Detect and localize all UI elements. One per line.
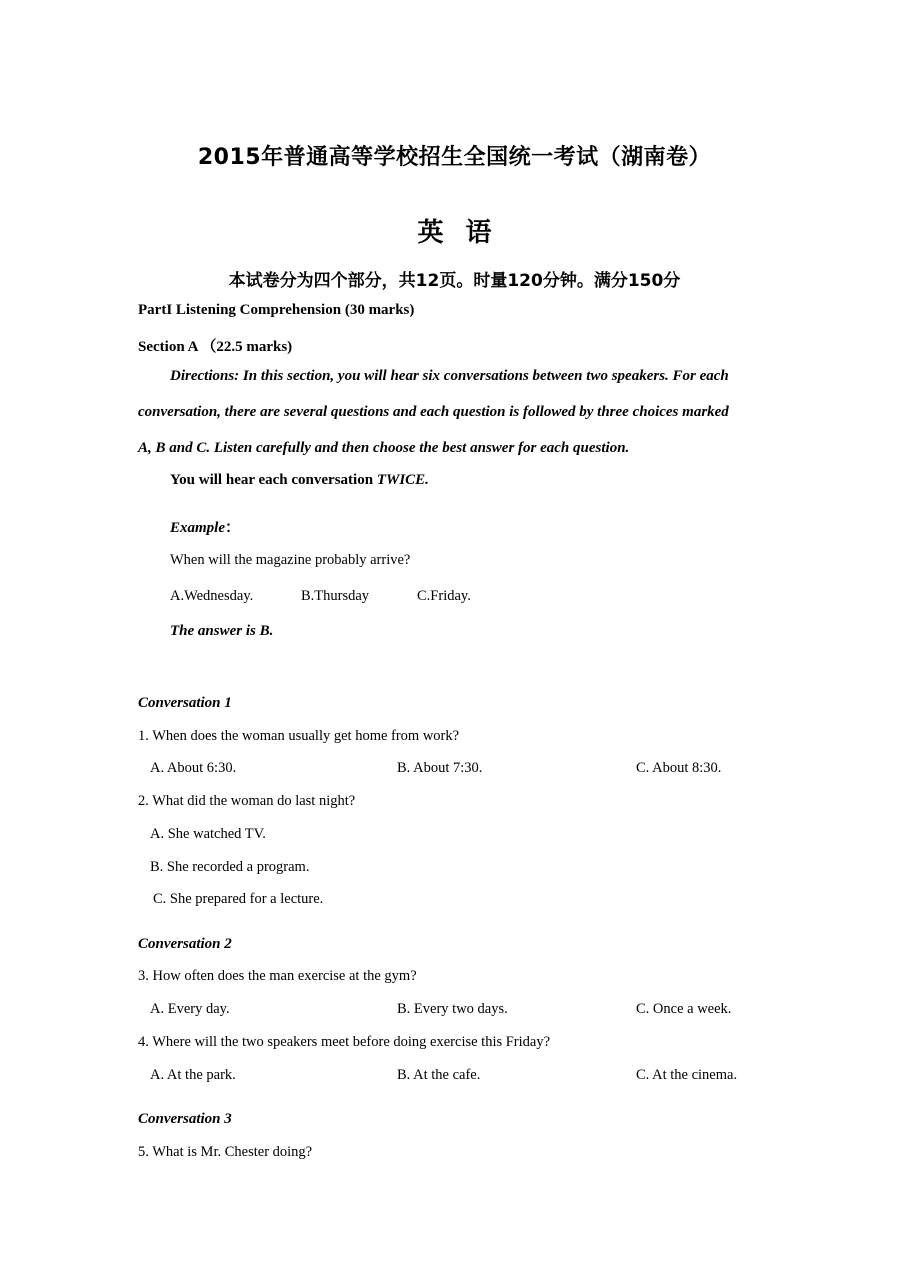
- question-text: 4. Where will the two speakers meet before doing exercise this Friday?: [138, 1034, 551, 1050]
- choice-b: B. Every two days.: [397, 1001, 508, 1017]
- section-heading: Section A （22.5 marks): [138, 339, 293, 355]
- directions-line-3: A, B and C. Listen carefully and then choose the best answer for each question.: [138, 440, 630, 456]
- choice-a: A. She watched TV.: [150, 826, 266, 842]
- example-choice-b: B.Thursday: [301, 588, 370, 604]
- question-text: 2. What did the woman do last night?: [138, 793, 356, 809]
- twice-word: TWICE.: [376, 472, 429, 488]
- example-label-text: Example: [170, 520, 225, 536]
- exam-info: 本试卷分为四个部分，共12页。时量120分钟。满分150分: [228, 271, 681, 291]
- example-colon: ：: [225, 520, 241, 536]
- conversation-title: Conversation 1: [138, 695, 232, 711]
- choice-c: C. About 8:30.: [636, 760, 722, 776]
- example-question: When will the magazine probably arrive?: [170, 552, 411, 568]
- directions-line-2: conversation, there are several questions and each question is followed by three choices marked: [138, 404, 729, 420]
- conversation-title: Conversation 2: [138, 936, 232, 952]
- choice-c: C. Once a week.: [636, 1001, 732, 1017]
- twice-note: [170, 472, 429, 489]
- example-choice-c: C.Friday.: [417, 588, 471, 604]
- exam-title: 2015年普通高等学校招生全国统一考试（湖南卷）: [197, 145, 712, 170]
- subject-heading: 英语: [417, 218, 514, 248]
- choice-a: A. Every day.: [150, 1001, 230, 1017]
- choice-a: A. About 6:30.: [150, 760, 237, 776]
- example-choice-a: A.Wednesday.: [170, 588, 254, 604]
- directions-line-1: Directions: In this section, you will hear six conversations between two speakers. For each: [170, 368, 729, 384]
- question-text: 3. How often does the man exercise at the gym?: [138, 968, 417, 984]
- choice-b: B. At the cafe.: [397, 1067, 481, 1083]
- example-answer: The answer is B.: [170, 623, 274, 639]
- twice-prefix: You will hear each conversation: [170, 472, 377, 488]
- choice-c: C. She prepared for a lecture.: [153, 891, 324, 907]
- question-text: 5. What is Mr. Chester doing?: [138, 1144, 313, 1160]
- part-heading: PartI Listening Comprehension (30 marks): [138, 302, 415, 318]
- choice-a: A. At the park.: [150, 1067, 236, 1083]
- choice-b: B. About 7:30.: [397, 760, 483, 776]
- conversation-title: Conversation 3: [138, 1111, 232, 1127]
- choice-c: C. At the cinema.: [636, 1067, 738, 1083]
- example-label: [170, 516, 240, 537]
- choice-b: B. She recorded a program.: [150, 859, 310, 875]
- question-text: 1. When does the woman usually get home from work?: [138, 728, 460, 744]
